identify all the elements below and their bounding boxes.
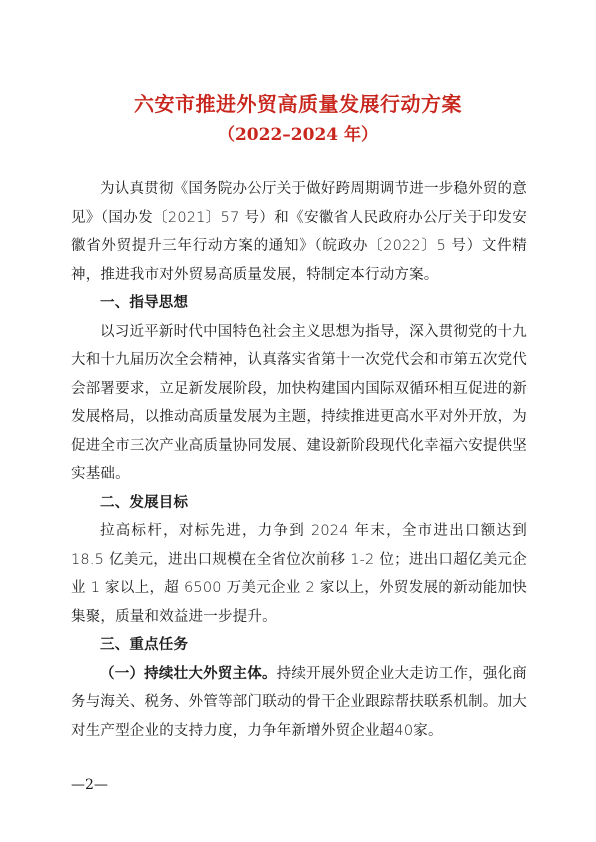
section-text-goals: 拉高标杆，对标先进，力争到 2024 年末，全市进出口额达到 18.5 亿美元，进出口规模在全省位次前移 1-2 位；进出口超亿美元企业 1 家以上，超 6500 万美元企业 2 家以上，外贸发展的新动能加快集聚，质量和效益进一步提升。	[71, 523, 527, 625]
section-heading-goals: 二、发展目标	[100, 494, 189, 511]
section-heading-key-tasks: 三、重点任务	[100, 637, 189, 653]
section-heading-guiding-ideology: 一、指导思想	[100, 295, 189, 311]
document-subtitle: （2022–2024 年）	[217, 125, 379, 145]
sub-heading-expand-trade-entities: （一）持续壮大外贸主体。	[100, 665, 277, 682]
document-title: 六安市推进外贸高质量发展行动方案	[134, 92, 462, 116]
intro-paragraph: 为认真贯彻《国务院办公厅关于做好跨周期调节进一步稳外贸的意见》（国办发〔2021〕57 号）和《安徽省人民政府办公厅关于印发安徽省外贸提升三年行动方案的通知》（皖政办〔2022〕5 号）文件精神，推进我市对外贸易高质量发展，特制定本行动方案。	[71, 181, 527, 283]
document-body	[71, 175, 527, 745]
section-text-key-tasks	[71, 660, 527, 746]
page-number: —2—	[71, 777, 108, 793]
sub-section-text: 持续开展外贸企业大走访工作，强化商务与海关、税务、外管等部门联动的骨干企业跟踪帮扶联系机制。加大对生产型企业的支持力度，力争年新增外贸企业超40家。	[71, 665, 527, 739]
section-text-guiding-ideology: 以习近平新时代中国特色社会主义思想为指导，深入贯彻党的十九大和十九届历次全会精神，认真落实省第十一次党代会和市第五次党代会部署要求，立足新发展阶段，加快构建国内国际双循环相互促进的新发展格局，以推动高质量发展为主题，持续推进更高水平对外开放，为促进全市三次产业高质量协同发展、建设新阶段现代化幸福六安提供坚实基础。	[71, 323, 527, 482]
